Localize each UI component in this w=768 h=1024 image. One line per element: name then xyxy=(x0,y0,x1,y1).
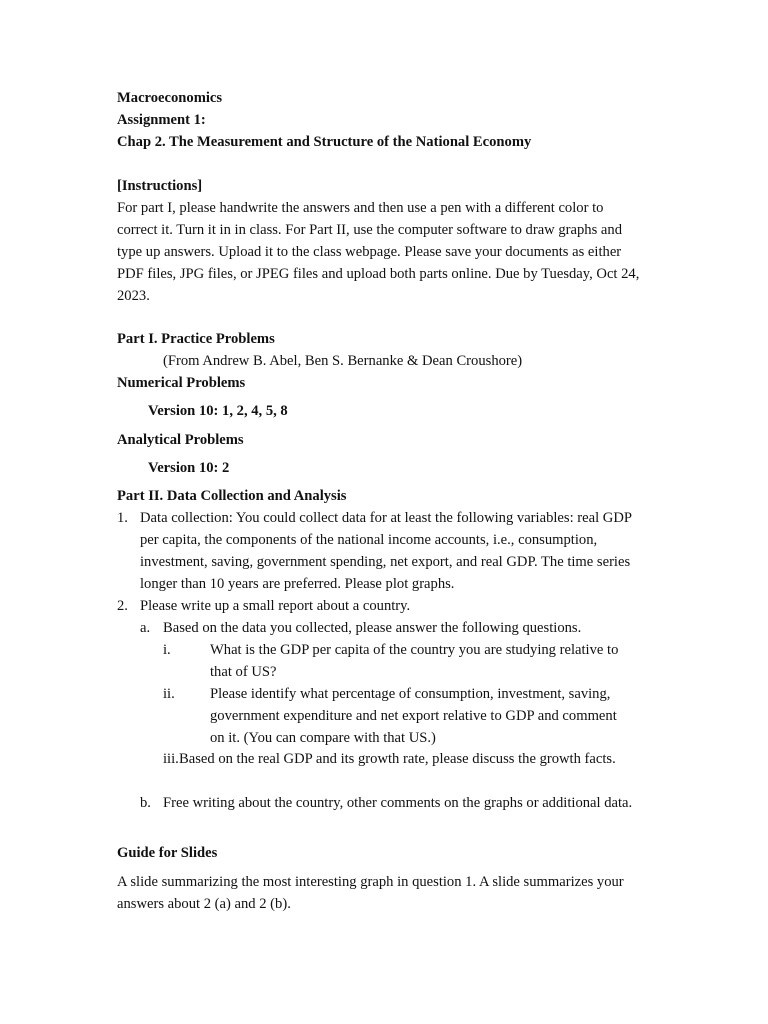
list-item-line: per capita, the components of the national income accounts, i.e., consumption, xyxy=(140,532,598,548)
instructions-line: correct it. Turn it in in class. For Part II, use the computer software to draw graphs and xyxy=(117,222,622,238)
sublist-marker: a. xyxy=(140,620,151,636)
guide-heading: Guide for Slides xyxy=(117,845,218,861)
list-item-line: Data collection: You could collect data for at least the following variables: real GDP xyxy=(140,510,632,526)
sublist-item-line: Free writing about the country, other comments on the graphs or additional data. xyxy=(163,795,633,811)
instructions-line: type up answers. Upload it to the class webpage. Please save your documents as either xyxy=(117,244,622,260)
guide-line: answers about 2 (a) and 2 (b). xyxy=(117,896,291,912)
part1-source: (From Andrew B. Abel, Ben S. Bernanke & Dean Croushore) xyxy=(163,353,523,369)
list-marker: 1. xyxy=(117,510,128,526)
part1-heading: Part I. Practice Problems xyxy=(117,331,275,347)
instructions-line: 2023. xyxy=(117,288,150,304)
roman-item-line: Please identify what percentage of consumption, investment, saving, xyxy=(210,686,611,702)
sublist-marker: b. xyxy=(140,795,151,811)
list-marker: 2. xyxy=(117,598,128,614)
instructions-line: For part I, please handwrite the answers and then use a pen with a different color to xyxy=(117,200,604,216)
roman-marker: i. xyxy=(163,642,171,658)
roman-item-line: on it. (You can compare with that US.) xyxy=(210,730,436,746)
roman-marker: iii. xyxy=(163,751,179,767)
guide-line: A slide summarizing the most interesting graph in question 1. A slide summarizes your xyxy=(117,874,624,890)
instructions-heading: [Instructions] xyxy=(117,178,203,194)
analytical-problems-heading: Analytical Problems xyxy=(117,432,244,448)
analytical-problems-items: Version 10: 2 xyxy=(148,460,230,476)
list-item-line: longer than 10 years are preferred. Please plot graphs. xyxy=(140,576,455,592)
roman-item-line: government expenditure and net export relative to GDP and comment xyxy=(210,708,617,724)
sublist-item-line: Based on the data you collected, please answer the following questions. xyxy=(163,620,582,636)
chapter-title: Chap 2. The Measurement and Structure of the National Economy xyxy=(117,134,532,150)
numerical-problems-heading: Numerical Problems xyxy=(117,375,246,391)
part2-heading: Part II. Data Collection and Analysis xyxy=(117,488,347,504)
list-item-line: Please write up a small report about a country. xyxy=(140,598,411,614)
roman-item-line: What is the GDP per capita of the country you are studying relative to xyxy=(210,642,619,658)
list-item-line: investment, saving, government spending, net export, and real GDP. The time series xyxy=(140,554,631,570)
numerical-problems-items: Version 10: 1, 2, 4, 5, 8 xyxy=(148,403,288,419)
roman-marker: ii. xyxy=(163,686,175,702)
roman-item-line: that of US? xyxy=(210,664,277,680)
instructions-line: PDF files, JPG files, or JPEG files and upload both parts online. Due by Tuesday, Oct 24, xyxy=(117,266,640,282)
course-title: Macroeconomics xyxy=(117,90,223,106)
roman-item-line: Based on the real GDP and its growth rate, please discuss the growth facts. xyxy=(179,751,616,767)
assignment-label: Assignment 1: xyxy=(117,112,206,128)
